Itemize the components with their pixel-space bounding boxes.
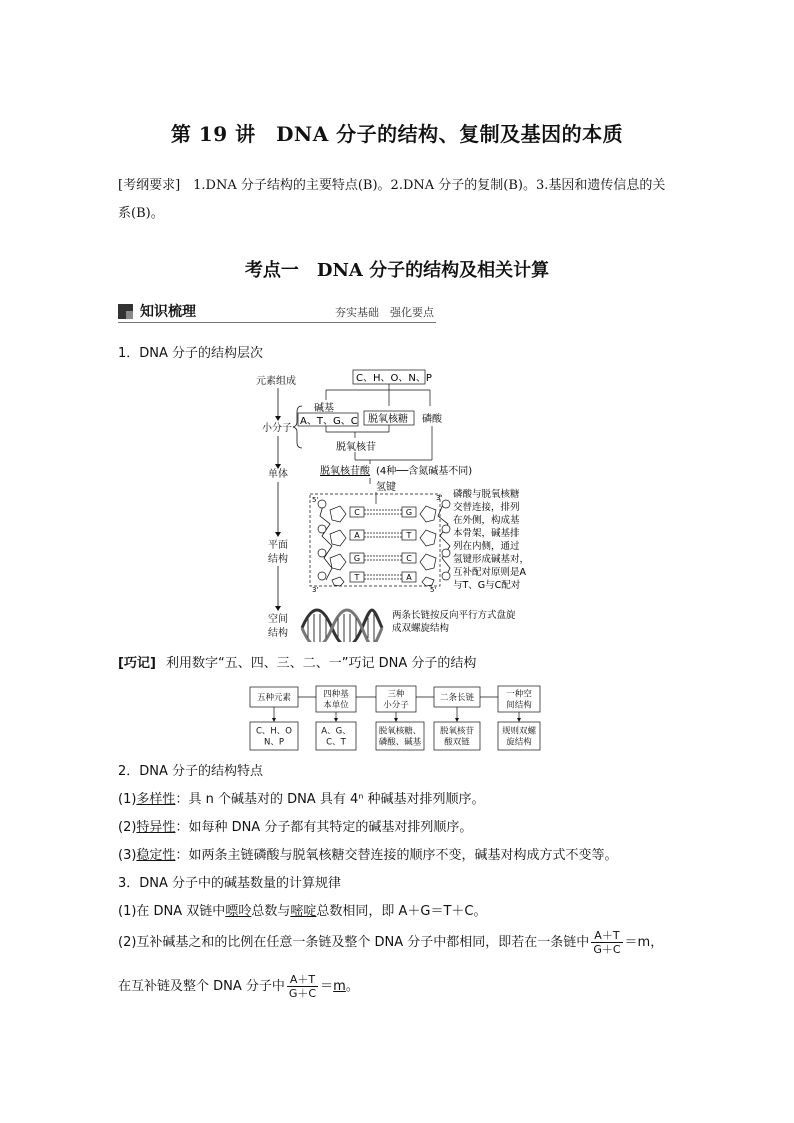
item-2-line-2: (2)特异性：如每种 DNA 分子都有其特定的碱基对排列顺序。 (118, 820, 473, 835)
key-stability: 稳定性 (136, 848, 176, 863)
label-space-2: 结构 (268, 628, 288, 639)
base-pair-2-right: T (406, 531, 412, 540)
requirements-line-1: [考纲要求] 1.DNA 分子结构的主要特点(B)。2.DNA 分子的复制(B)。3.基因和遗传信息的关 (118, 178, 666, 193)
mnemonic-bottom-box-text: 磷酸、碱基 (378, 737, 422, 748)
item-1-title: 1．DNA 分子的结构层次 (118, 346, 264, 361)
item-3-line-1: (1)在 DNA 双链中嘌呤总数与嘧啶总数相同，即 A＋G＝T＋C。 (118, 904, 487, 919)
strand-end-left-bottom: 3' (312, 586, 319, 594)
mnemonic-top-box-text: 五种元素 (256, 693, 292, 703)
mnemonic-bottom-box-text: C、T (326, 737, 346, 748)
mnemonic-top-box-text: 四种基 (323, 689, 349, 700)
section-divider (118, 322, 436, 323)
svg-text:互补配对原则是A: 互补配对原则是A (453, 567, 526, 578)
mnemonic-top-box-text: 三种 (387, 689, 405, 700)
item-2-line-3: (3)稳定性：如两条主链磷酸与脱氧核糖交替连接的顺序不变，碱基对构成方式不变等。 (118, 848, 618, 863)
nucleotide-note: (4种──含氮碱基不同) (376, 466, 473, 477)
item-3-title: 3．DNA 分子中的碱基数量的计算规律 (118, 876, 342, 891)
svg-text:磷酸与脱氧核糖: 磷酸与脱氧核糖 (453, 489, 520, 500)
strand-end-left-top: 5' (312, 496, 319, 504)
item-3-line-3: 在互补链及整个 DNA 分子中 $\frac{A+T}{G+C}$ ＝m。 (118, 973, 359, 1000)
dna-structure-diagram (240, 366, 560, 642)
svg-text:在外侧，构成基: 在外侧，构成基 (453, 515, 520, 526)
hydrogen-bond-label: 氢键 (376, 482, 396, 493)
label-small-molecule: 小分子 (262, 423, 292, 434)
space-desc-1: 两条长链按反向平行方式盘旋 (392, 610, 516, 621)
base-label: 碱基 (314, 403, 334, 414)
mnemonic-bottom-box-text: A、G、 (321, 726, 351, 737)
knowledge-section-bar (118, 300, 436, 324)
phosphate-label: 磷酸 (422, 414, 442, 425)
mnemonic-bottom-box-text: 脱氧核糖、 (378, 726, 422, 737)
label-monomer: 单体 (268, 469, 288, 480)
section-square-accent-icon (126, 311, 133, 319)
mnemonic-bottom-box-text: 旋结构 (506, 737, 532, 748)
elements-text: C、H、O、N、P (356, 373, 432, 384)
label-element-composition: 元素组成 (256, 376, 296, 387)
mnemonic-top-box-text: 一种空 (506, 689, 532, 700)
svg-text:本骨架，碱基排: 本骨架，碱基排 (453, 528, 520, 539)
label-plane-2: 结构 (268, 554, 288, 565)
requirements-line-2: 系(B)。 (118, 206, 164, 221)
mnemonic-bottom-box-text: 酸双链 (444, 737, 470, 748)
mnemonic-top-box-text: 间结构 (506, 700, 532, 711)
svg-text:列在内侧，通过: 列在内侧，通过 (453, 541, 520, 552)
base-types: A、T、G、C (300, 416, 358, 427)
base-pair-4-right: A (406, 573, 412, 582)
item-2-line-1: (1)多样性：具 n 个碱基对的 DNA 具有 4ⁿ 种碱基对排列顺序。 (118, 792, 485, 807)
label-plane-1: 平面 (268, 540, 288, 551)
mnemonic-tag: [巧记] (118, 656, 156, 671)
sugar-label: 脱氧核糖 (368, 414, 408, 425)
base-pair-1-left: C (354, 508, 360, 517)
mnemonic-bottom-box-text: C、H、O (255, 726, 293, 737)
base-pair-4-left: T (354, 573, 360, 582)
base-pair-1-right: G (405, 508, 413, 517)
section-title: 考点一 DNA 分子的结构及相关计算 (244, 260, 550, 281)
syllabus-requirements (118, 172, 678, 228)
svg-text:交替连接，排列: 交替连接，排列 (453, 502, 520, 513)
base-pair-2-left: A (354, 531, 360, 540)
strand-end-right-top: 3' (436, 494, 443, 502)
page-title: 第 19 讲 DNA 分子的结构、复制及基因的本质 (170, 122, 624, 146)
strand-end-right-bottom: 5' (430, 586, 437, 594)
nucleoside-label: 脱氧核苷 (336, 442, 376, 453)
ratio-fraction-2: $\frac{A+T}{G+C}$ (288, 973, 317, 1000)
item-2-title: 2．DNA 分子的结构特点 (118, 764, 264, 779)
knowledge-bar-label: 知识梳理 (140, 304, 196, 320)
mnemonic-bottom-box-text: 脱氧核苷 (439, 726, 475, 737)
key-specificity: 特异性 (136, 820, 176, 835)
mnemonic-bottom-box-text: N、P (264, 737, 284, 748)
mnemonic-diagram (248, 684, 558, 754)
mnemonic-top-box-text: 二条长链 (439, 693, 475, 703)
mnemonic-top-box-text: 本单位 (323, 700, 349, 711)
knowledge-bar-subtitle: 夯实基础 强化要点 (335, 306, 434, 319)
double-helix-image (302, 610, 382, 642)
nucleotide-label: 脱氧核苷酸 (320, 466, 370, 477)
item-3-line-2: (2)互补碱基之和的比例在任意一条链及整个 DNA 分子中都相同，即若在一条链中 $\frac{A+T}{G+C}$ ＝m， (118, 929, 664, 956)
mnemonic-line (118, 654, 476, 674)
space-desc-2: 成双螺旋结构 (392, 623, 450, 634)
dna-plane-structure (310, 494, 450, 594)
base-pair-3-left: G (353, 554, 361, 563)
svg-text:与T、G与C配对: 与T、G与C配对 (453, 580, 521, 591)
svg-text:氢键形成碱基对，: 氢键形成碱基对， (453, 554, 530, 565)
label-space-1: 空间 (268, 614, 288, 625)
plane-description (453, 488, 529, 591)
mnemonic-bottom-box-text: 规则双螺 (501, 726, 537, 737)
mnemonic-text: 利用数字“五、四、三、二、一”巧记 DNA 分子的结构 (166, 656, 477, 671)
key-diversity: 多样性 (136, 792, 176, 807)
base-pair-3-right: C (406, 554, 412, 563)
ratio-fraction: $\frac{A+T}{G+C}$ (593, 929, 621, 956)
mnemonic-top-box-text: 小分子 (383, 700, 409, 711)
